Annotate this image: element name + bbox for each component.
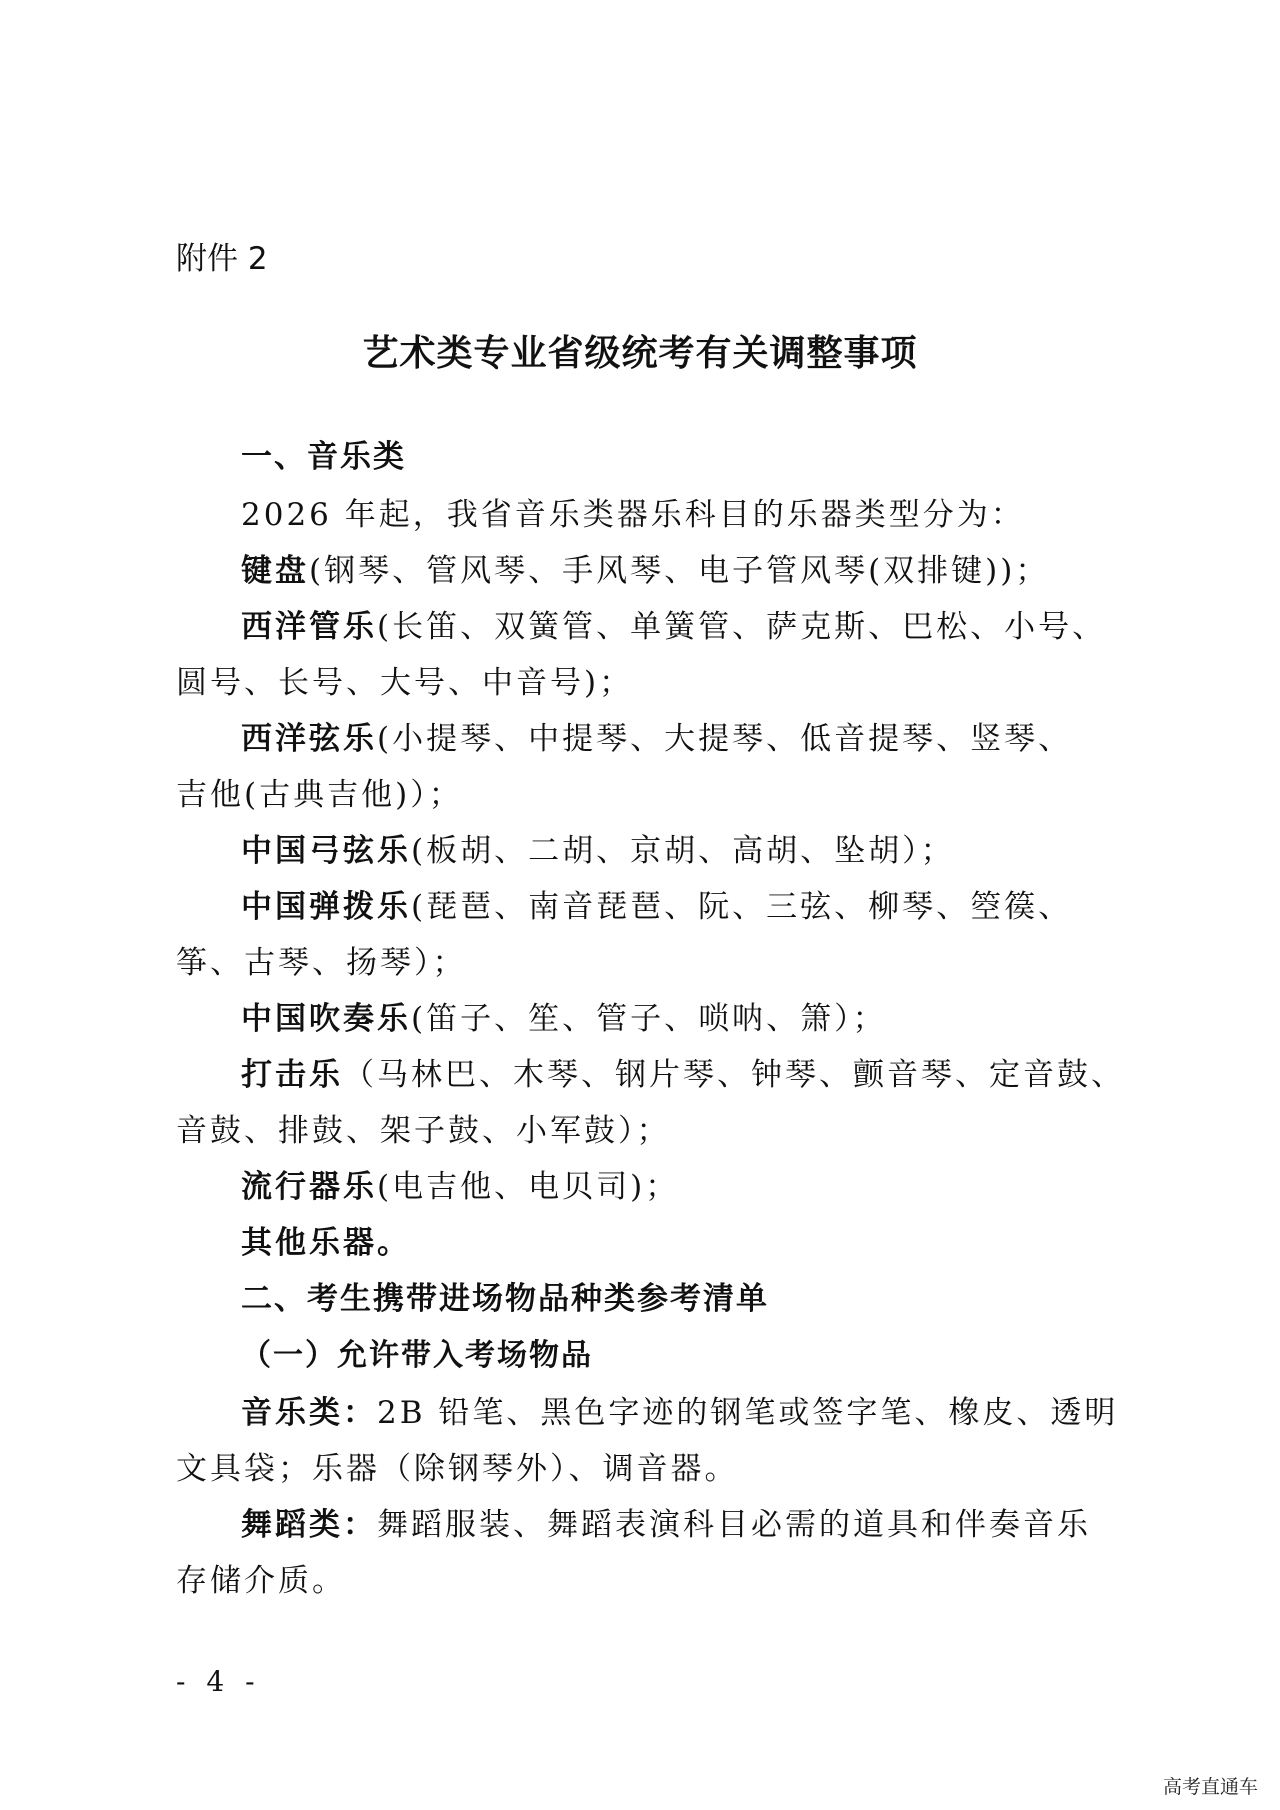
pop-label: 流行器乐 xyxy=(241,1169,377,1205)
keyboard-line xyxy=(241,545,1049,590)
section-1-heading: 一、音乐类 xyxy=(241,439,406,475)
plucked-line-2: 筝、古琴、扬琴）； xyxy=(176,945,467,981)
attachment-label: 附件 2 xyxy=(176,241,268,277)
strings-line-2: 吉他(古典吉他)）； xyxy=(176,777,463,813)
chinesewind-label: 中国吹奏乐 xyxy=(241,1001,411,1037)
dance-items-line-2: 存储介质。 xyxy=(176,1563,346,1599)
bowed-text: (板胡、二胡、京胡、高胡、坠胡）； xyxy=(411,833,955,869)
page-number: - 4 - xyxy=(176,1665,261,1698)
bowed-label: 中国弓弦乐 xyxy=(241,833,411,869)
winds-label: 西洋管乐 xyxy=(241,609,377,645)
section-2-heading: 二、考生携带进场物品种类参考清单 xyxy=(241,1281,769,1317)
plucked-text-1: (琵琶、南音琵琶、阮、三弦、柳琴、箜篌、 xyxy=(411,889,1073,925)
chinesewind-line xyxy=(241,993,887,1038)
winds-text-1: (长笛、双簧管、单簧管、萨克斯、巴松、小号、 xyxy=(377,609,1107,645)
winds-line-2: 圆号、长号、大号、中音号)； xyxy=(176,665,634,701)
pop-text: (电吉他、电贝司)； xyxy=(377,1169,680,1205)
bowed-line xyxy=(241,825,955,870)
percussion-line-1 xyxy=(241,1049,1125,1094)
document-title: 艺术类专业省级统考有关调整事项 xyxy=(362,333,918,374)
dance-items-line-1 xyxy=(241,1499,1091,1544)
dance-items-label: 舞蹈类： xyxy=(241,1507,377,1543)
music-items-label: 音乐类： xyxy=(241,1395,377,1431)
watermark-text: 高考直通车 xyxy=(1162,1776,1258,1798)
keyboard-text: (钢琴、管风琴、手风琴、电子管风琴(双排键))； xyxy=(309,553,1050,589)
plucked-label: 中国弹拨乐 xyxy=(241,889,411,925)
dance-items-text-1: 舞蹈服装、舞蹈表演科目必需的道具和伴奏音乐 xyxy=(377,1507,1091,1543)
other-instruments: 其他乐器。 xyxy=(241,1225,411,1261)
plucked-line-1 xyxy=(241,881,1072,926)
intro-line: 2026 年起，我省音乐类器乐科目的乐器类型分为： xyxy=(241,497,1025,533)
music-items-text-1: 2B 铅笔、黑色字迹的钢笔或签字笔、橡皮、透明 xyxy=(377,1395,1119,1431)
music-items-line-1 xyxy=(241,1387,1118,1432)
percussion-text-1: （马林巴、木琴、钢片琴、钟琴、颤音琴、定音鼓、 xyxy=(343,1057,1125,1093)
winds-line-1 xyxy=(241,601,1106,646)
percussion-label: 打击乐 xyxy=(241,1057,343,1093)
subsection-1-heading: （一）允许带入考场物品 xyxy=(241,1338,593,1373)
chinesewind-text: (笛子、笙、管子、唢呐、箫）； xyxy=(411,1001,887,1037)
keyboard-label: 键盘 xyxy=(241,553,309,589)
music-items-line-2: 文具袋；乐器（除钢琴外）、调音器。 xyxy=(176,1451,739,1487)
pop-line xyxy=(241,1161,679,1206)
strings-text-1: (小提琴、中提琴、大提琴、低音提琴、竖琴、 xyxy=(377,721,1073,757)
strings-line-1 xyxy=(241,713,1072,758)
percussion-line-2: 音鼓、排鼓、架子鼓、小军鼓）； xyxy=(176,1113,671,1149)
strings-label: 西洋弦乐 xyxy=(241,721,377,757)
